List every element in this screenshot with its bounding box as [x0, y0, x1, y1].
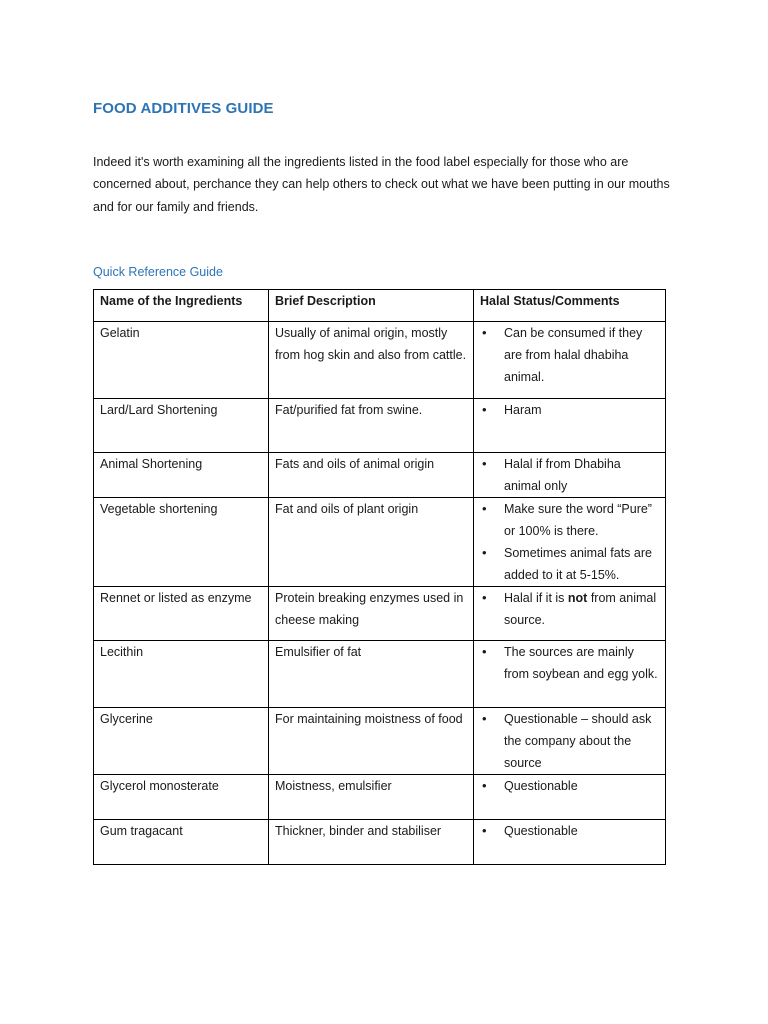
description-cell: Fats and oils of animal origin	[269, 453, 474, 498]
status-emphasis: not	[567, 591, 588, 605]
table-row	[94, 399, 666, 453]
ingredient-cell: Glycerol monosterate	[94, 775, 269, 820]
status-bullet: • The sources are mainly from soybean and egg yolk.	[480, 641, 659, 685]
status-cell	[474, 399, 666, 453]
ingredient-cell: Glycerine	[94, 708, 269, 775]
header-status: Halal Status/Comments	[474, 290, 666, 322]
description-cell: For maintaining moistness of food	[269, 708, 474, 775]
description-cell: Emulsifier of fat	[269, 641, 474, 708]
header-description: Brief Description	[269, 290, 474, 322]
reference-table	[93, 289, 666, 865]
description-cell: Protein breaking enzymes used in cheese making	[269, 587, 474, 641]
status-cell	[474, 498, 666, 587]
status-bullet: • Sometimes animal fats are added to it at 5-15%.	[480, 542, 659, 586]
status-cell	[474, 820, 666, 865]
table-row	[94, 708, 666, 775]
status-cell	[474, 322, 666, 399]
ingredient-cell: Gum tragacant	[94, 820, 269, 865]
table-row	[94, 775, 666, 820]
status-text: from animal source.	[504, 591, 657, 627]
table-row	[94, 641, 666, 708]
ingredient-cell: Lecithin	[94, 641, 269, 708]
ingredient-cell: Rennet or listed as enzyme	[94, 587, 269, 641]
status-cell	[474, 708, 666, 775]
table-header-row	[94, 290, 666, 322]
intro-paragraph: Indeed it's worth examining all the ingredients listed in the food label especially for those who are concerned about, perchance they can help others to check out what we have been putting in our mouths and for our family and friends.	[93, 155, 670, 214]
document-title: FOOD ADDITIVES GUIDE	[93, 100, 274, 117]
table-row	[94, 820, 666, 865]
status-cell	[474, 775, 666, 820]
table-row	[94, 453, 666, 498]
status-bullet: • Questionable – should ask the company about the source	[480, 708, 659, 774]
status-cell	[474, 641, 666, 708]
table-heading: Quick Reference Guide	[93, 265, 223, 279]
ingredient-cell: Lard/Lard Shortening	[94, 399, 269, 453]
status-cell	[474, 587, 666, 641]
status-bullet: • Questionable	[480, 820, 659, 842]
ingredient-cell: Animal Shortening	[94, 453, 269, 498]
table-row	[94, 322, 666, 399]
ingredient-cell: Vegetable shortening	[94, 498, 269, 587]
ingredient-cell: Gelatin	[94, 322, 269, 399]
status-bullet	[480, 587, 659, 631]
description-cell: Fat and oils of plant origin	[269, 498, 474, 587]
status-bullet: • Make sure the word “Pure” or 100% is there.	[480, 498, 659, 542]
table-row	[94, 587, 666, 641]
description-cell: Moistness, emulsifier	[269, 775, 474, 820]
status-text: Halal if it is	[504, 591, 568, 605]
description-cell: Usually of animal origin, mostly from hog skin and also from cattle.	[269, 322, 474, 399]
status-bullet: • Can be consumed if they are from halal dhabiha animal.	[480, 322, 659, 388]
status-bullet: • Haram	[480, 399, 659, 421]
header-ingredient: Name of the Ingredients	[94, 290, 269, 322]
description-cell: Fat/purified fat from swine.	[269, 399, 474, 453]
table-row	[94, 498, 666, 587]
status-cell	[474, 453, 666, 498]
description-cell: Thickner, binder and stabiliser	[269, 820, 474, 865]
status-bullet: • Halal if from Dhabiha animal only	[480, 453, 659, 497]
status-bullet: • Questionable	[480, 775, 659, 797]
